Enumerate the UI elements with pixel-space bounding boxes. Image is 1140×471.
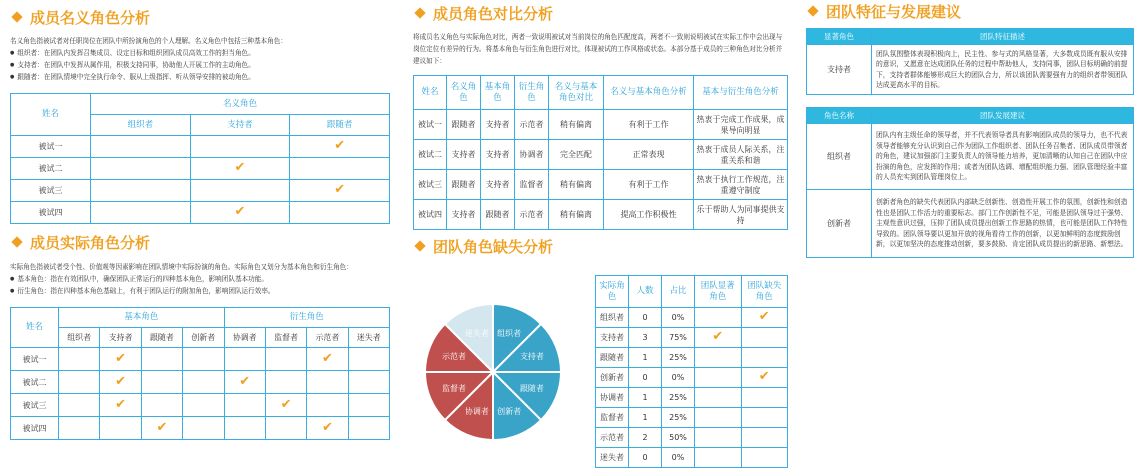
check-icon: ✔: [280, 396, 292, 412]
table-cell: 支持者: [481, 110, 515, 140]
table-row: [414, 170, 788, 200]
table-row: [414, 200, 788, 230]
table-cell: [190, 202, 290, 224]
table-cell: [100, 348, 141, 371]
table-cell: [290, 136, 390, 158]
table-cell: [695, 348, 742, 368]
nominal-intro: 名义角色指被试者对任职岗位在团队中所扮演角色的个人理解。名义角色中包括三种基本角色： ● 组织者：在团队内发挥召集成员、设定目标和组织团队成员高效工作的担当角色。 ● 支持者：在团队中发挥从属作用，积极支持同事，协助他人开展工作的主动角色。 ● 跟随者：在团队情境中完全执行命令、服从上级指挥、听从领导安排的被动角色。: [10, 35, 390, 83]
table-cell: [307, 371, 348, 394]
table-cell: 支持者: [481, 170, 515, 200]
pie-label: 示范者: [442, 351, 467, 361]
table-cell: 乐于帮助人为同事提供支持: [694, 200, 788, 230]
table-cell: [741, 328, 788, 348]
check-icon: ✔: [234, 160, 246, 175]
column-header: 示范者: [307, 328, 348, 348]
percent: 25%: [662, 388, 695, 408]
role-name: 迷失者: [596, 448, 629, 468]
table-cell: [290, 180, 390, 202]
column-right: [806, 0, 1134, 258]
table-cell: 有利于工作: [604, 170, 694, 200]
compare-intro: 将成员名义角色与实际角色对比，两者一致说明被试对当前岗位的角色匹配度高，两者不一致则说明被试在实际工作中会出现与岗位定位有差异的行为。将基本角色与衍生角色进行对比，体现被试的工作风格或状态。本部分基于成员的三种角色对比分析并建议如下：: [413, 33, 783, 65]
bullet: ● 衍生角色：指在四种基本角色基础上，有利于团队运行的附加角色，影响团队运行效率。: [10, 285, 390, 297]
column-header: 人数: [629, 276, 662, 308]
table-cell: [695, 308, 742, 328]
table-cell: [307, 348, 348, 371]
count: 1: [629, 408, 662, 428]
table-row: [596, 388, 788, 408]
table-row: [596, 348, 788, 368]
table-cell: [91, 136, 191, 158]
table-cell: [265, 394, 306, 417]
table-row: [11, 348, 390, 371]
column-header: 名义与基本角色分析: [604, 76, 694, 110]
column-header: 团队缺失角色: [741, 276, 788, 308]
table-row: [596, 428, 788, 448]
table-row: [11, 371, 390, 394]
table-cell: 示范者: [515, 110, 549, 140]
table-cell: [695, 448, 742, 468]
table-cell: 热衷于完成工作成果，成果导向明显: [694, 110, 788, 140]
bullet: ● 基本角色：指在有效团队中，确保团队正常运行的四种基本角色，影响团队基本功能。: [10, 273, 390, 285]
table-cell: 示范者: [515, 200, 549, 230]
section-title-compare: 成员角色对比分析: [413, 0, 788, 26]
table-cell: 稍有偏离: [549, 170, 604, 200]
compare-table: [413, 75, 788, 230]
check-icon: ✔: [712, 329, 724, 344]
row-name: 被试二: [11, 371, 59, 394]
table-row: [11, 417, 390, 440]
check-icon: ✔: [758, 369, 770, 384]
table-cell: [183, 394, 224, 417]
table-cell: [141, 394, 182, 417]
bullet: ● 跟随者：在团队情境中完全执行命令、服从上级指挥、听从领导安排的被动角色。: [10, 71, 390, 83]
column-header: 衍生角色: [515, 76, 549, 110]
table-row: [11, 158, 390, 180]
table-cell: [265, 417, 306, 440]
table-cell: 被试一: [414, 110, 447, 140]
table-cell: [141, 417, 182, 440]
count: 0: [629, 308, 662, 328]
actual-intro: 实际角色指被试者受个性、价值观等因素影响在团队情境中实际扮演的角色。实际角色又划分为基本角色和衍生角色： ● 基本角色：指在有效团队中，确保团队正常运行的四种基本角色，影响团队基本功能。 ● 衍生角色：指在四种基本角色基础上，有利于团队运行的附加角色，影响团队运行效率。: [10, 261, 390, 297]
row-name: 被试三: [11, 394, 59, 417]
percent: 50%: [662, 428, 695, 448]
role-pie-chart: [421, 290, 566, 455]
table-cell: 支持者: [447, 140, 481, 170]
table-cell: 支持者: [447, 200, 481, 230]
table-cell: [741, 408, 788, 428]
table-cell: 被试四: [414, 200, 447, 230]
column-header: 跟随者: [141, 328, 182, 348]
row-name: 被试四: [11, 417, 59, 440]
table-row: [596, 328, 788, 348]
table-row: [414, 110, 788, 140]
column-header: 名义角色: [447, 76, 481, 110]
bullet: ● 组织者：在团队内发挥召集成员、设定目标和组织团队成员高效工作的担当角色。: [10, 47, 390, 59]
check-icon: ✔: [321, 419, 333, 435]
column-left: [10, 0, 390, 440]
table-cell: [141, 348, 182, 371]
count: 3: [629, 328, 662, 348]
role-name: 创新者: [596, 368, 629, 388]
diamond-icon: [11, 11, 22, 22]
table-cell: [695, 388, 742, 408]
table-row: [11, 180, 390, 202]
check-icon: ✔: [115, 396, 127, 412]
table-cell: [59, 417, 100, 440]
table-cell: [190, 180, 290, 202]
role-name: 跟随者: [596, 348, 629, 368]
column-header: 支持者: [190, 115, 290, 136]
table-cell: 完全匹配: [549, 140, 604, 170]
table-cell: [265, 371, 306, 394]
pie-label: 协调者: [464, 406, 489, 416]
table-cell: [183, 371, 224, 394]
check-icon: ✔: [334, 182, 346, 197]
table-cell: 有利于工作: [604, 110, 694, 140]
table-cell: [183, 348, 224, 371]
table-cell: 热衷于执行工作规范，注重遵守制度: [694, 170, 788, 200]
section-title-nominal: 成员名义角色分析: [10, 4, 390, 30]
table-cell: 稍有偏离: [549, 110, 604, 140]
table-cell: [59, 371, 100, 394]
table-cell: [307, 417, 348, 440]
table-row: [596, 368, 788, 388]
row-name: 被试一: [11, 136, 91, 158]
percent: 25%: [662, 348, 695, 368]
check-icon: ✔: [239, 373, 251, 389]
table-cell: 跟随者: [481, 200, 515, 230]
check-icon: ✔: [321, 350, 333, 366]
table-row: [11, 394, 390, 417]
diamond-icon: [414, 7, 425, 18]
percent: 0%: [662, 368, 695, 388]
table-cell: [91, 202, 191, 224]
role-name: 监督者: [596, 408, 629, 428]
table-cell: 支持者: [481, 140, 515, 170]
table-cell: 被试三: [414, 170, 447, 200]
table-cell: [348, 417, 389, 440]
table-cell: [741, 368, 788, 388]
section-title-advice: 团队特征与发展建议: [806, 0, 1134, 24]
table-cell: [91, 180, 191, 202]
table-cell: [224, 348, 265, 371]
count: 1: [629, 388, 662, 408]
count: 0: [629, 368, 662, 388]
table-cell: [695, 428, 742, 448]
pie-label: 支持者: [519, 351, 544, 361]
column-middle: [413, 0, 788, 462]
table-row: [596, 408, 788, 428]
table-cell: [695, 328, 742, 348]
column-header: 协调者: [224, 328, 265, 348]
check-icon: ✔: [156, 419, 168, 435]
table-row: [11, 136, 390, 158]
table-cell: [348, 394, 389, 417]
bullet: ● 支持者：在团队中发挥从属作用，积极支持同事，协助他人开展工作的主动角色。: [10, 59, 390, 71]
pie-label: 创新者: [497, 406, 522, 416]
table-row: [596, 448, 788, 468]
table-cell: [695, 408, 742, 428]
column-header: 跟随者: [290, 115, 390, 136]
row-name: 被试二: [11, 158, 91, 180]
table-cell: [100, 417, 141, 440]
table-cell: [224, 394, 265, 417]
table-cell: [141, 371, 182, 394]
table-cell: 跟随者: [447, 110, 481, 140]
diamond-icon: [807, 5, 818, 16]
column-header: 实际角色: [596, 276, 629, 308]
percent: 75%: [662, 328, 695, 348]
column-header: 基本角色: [481, 76, 515, 110]
feature-table: 显著角色 团队特征描述 支持者 团队氛围整体表现积极向上，民主性、参与式的风格显著，大多数成员既有服从安排的意识，又愿意在达成团队任务的过程中帮助他人，支持同事，团队目标明确的前提下，支持者群体能够形成巨大的团队合力，所以该团队需要强有力的组织者带领团队达成更高水平的目标。: [806, 28, 1134, 95]
table-cell: [100, 394, 141, 417]
diamond-icon: [414, 240, 425, 251]
count: 2: [629, 428, 662, 448]
row-name: 被试三: [11, 180, 91, 202]
table-row: [414, 140, 788, 170]
table-cell: [741, 448, 788, 468]
pie-label: 跟随者: [519, 384, 544, 394]
nominal-role-table: 姓名 名义角色 组织者 支持者 跟随者 被试一 ✔ 被试二 ✔ 被试三 ✔ 被试四 ✔: [10, 93, 390, 224]
table-cell: [59, 394, 100, 417]
role-name: 组织者: [596, 308, 629, 328]
table-cell: [100, 371, 141, 394]
table-row: [596, 308, 788, 328]
table-cell: 协调者: [515, 140, 549, 170]
table-cell: [307, 394, 348, 417]
table-cell: [224, 417, 265, 440]
table-row: [11, 202, 390, 224]
role-name: 示范者: [596, 428, 629, 448]
table-cell: 正常表现: [604, 140, 694, 170]
column-header: 迷失者: [348, 328, 389, 348]
row-name: 被试四: [11, 202, 91, 224]
check-icon: ✔: [115, 350, 127, 366]
table-cell: [183, 417, 224, 440]
column-header: 组织者: [91, 115, 191, 136]
check-icon: ✔: [334, 138, 346, 153]
row-name: 被试一: [11, 348, 59, 371]
table-cell: [224, 371, 265, 394]
check-icon: ✔: [115, 373, 127, 389]
table-cell: [290, 202, 390, 224]
percent: 0%: [662, 308, 695, 328]
count: 1: [629, 348, 662, 368]
table-cell: [695, 368, 742, 388]
column-header: 组织者: [59, 328, 100, 348]
table-cell: 被试二: [414, 140, 447, 170]
pie-label: 组织者: [497, 329, 522, 339]
table-cell: [265, 348, 306, 371]
section-title-actual: 成员实际角色分析: [10, 229, 390, 255]
column-header: 姓名: [414, 76, 447, 110]
table-cell: 提高工作积极性: [604, 200, 694, 230]
table-cell: 跟随者: [447, 170, 481, 200]
count: 0: [629, 448, 662, 468]
role-name: 协调者: [596, 388, 629, 408]
table-cell: [91, 158, 191, 180]
table-cell: [741, 388, 788, 408]
column-header: 基本与衍生角色分析: [694, 76, 788, 110]
missing-role-table: [595, 275, 788, 468]
table-cell: [290, 158, 390, 180]
column-header: 支持者: [100, 328, 141, 348]
percent: 0%: [662, 448, 695, 468]
column-header: 创新者: [183, 328, 224, 348]
table-cell: [741, 348, 788, 368]
table-cell: [348, 348, 389, 371]
table-cell: [348, 371, 389, 394]
column-header: 名义与基本角色对比: [549, 76, 604, 110]
table-cell: [741, 428, 788, 448]
table-cell: [190, 158, 290, 180]
table-cell: [190, 136, 290, 158]
role-name: 支持者: [596, 328, 629, 348]
pie-label: 迷失者: [464, 329, 489, 339]
table-cell: [59, 348, 100, 371]
column-header: 占比: [662, 276, 695, 308]
actual-role-table: 姓名 基本角色 衍生角色 组织者 支持者 跟随者 创新者 协调者 监督者 示范者 迷失者 被试一 ✔ ✔ 被试二 ✔ ✔ 被试三 ✔ ✔ 被试四 ✔ ✔: [10, 307, 390, 440]
percent: 25%: [662, 408, 695, 428]
advice-table: 角色名称 团队发展建议 组织者 团队内有主级任命的领导者，并不代表领导者具有影响团队成员的领导力，也不代表领导者能够充分认识到自己作为团队工作组织者、团队任务召集者、团队成员带领者的角色，建议加强部门主要负责人的领导能力培养，更加清晰的认知自己在团队中应扮演的角色，应发挥的作用；或者为团队选调、增配组织能力强、团队管理经验丰富的人员充实到团队管理岗位上。 创新者 创新者角色的缺失代表团队内部缺乏创新性、创造性开展工作的氛围，创新性和创造性也是团队工作活力的重要标志。部门工作创新性不足，可能是团队领导过于强势、主观性意识过强，压抑了团队成员提出创新工作思路的热情，也可能是团队工作特性导致的。团队领导要以更加开放的视角看待工作的创新，以更加鲜明的态度鼓励创新，以更加坚决的态度推动创新，要多鼓励、肯定团队成员提出的新思路、新想法。: [806, 107, 1134, 258]
diamond-icon: [11, 236, 22, 247]
section-title-missing: 团队角色缺失分析: [413, 233, 788, 259]
table-cell: 稍有偏离: [549, 200, 604, 230]
table-cell: 监督者: [515, 170, 549, 200]
check-icon: ✔: [234, 204, 246, 219]
table-cell: [741, 308, 788, 328]
column-header: 团队显著角色: [695, 276, 742, 308]
pie-label: 监督者: [442, 384, 467, 394]
table-cell: 热衷于成员人际关系，注重关系和谐: [694, 140, 788, 170]
column-header: 监督者: [265, 328, 306, 348]
check-icon: ✔: [758, 309, 770, 324]
